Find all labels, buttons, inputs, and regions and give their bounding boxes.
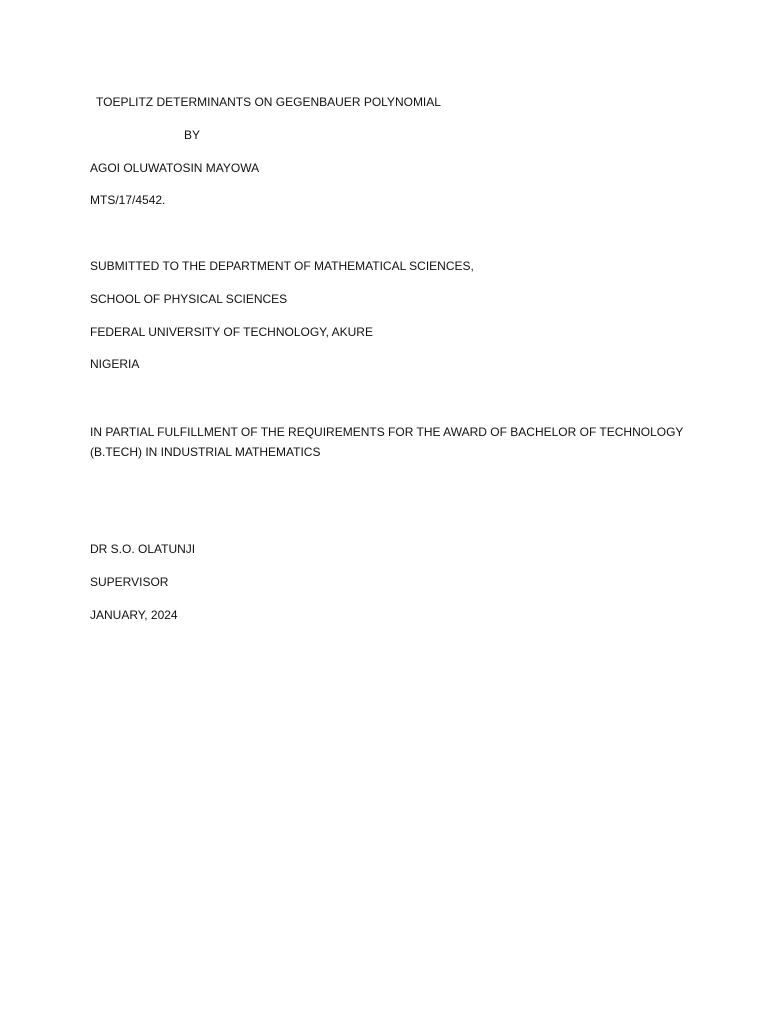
- fulfillment-statement: IN PARTIAL FULFILLMENT OF THE REQUIREMENTS FOR THE AWARD OF BACHELOR OF TECHNOLOGY (B.TECH) IN INDUSTRIAL MATHEMATICS: [90, 425, 684, 459]
- author-name: AGOI OLUWATOSIN MAYOWA: [90, 161, 260, 175]
- matric-number: MTS/17/4542.: [90, 193, 166, 207]
- country-line: NIGERIA: [90, 357, 140, 371]
- school-line: SCHOOL OF PHYSICAL SCIENCES: [90, 292, 288, 306]
- document-date: JANUARY, 2024: [90, 608, 178, 622]
- by-label: BY: [184, 128, 201, 142]
- document-title: TOEPLITZ DETERMINANTS ON GEGENBAUER POLYNOMIAL: [96, 95, 441, 109]
- supervisor-role: SUPERVISOR: [90, 575, 169, 589]
- supervisor-name: DR S.O. OLATUNJI: [90, 542, 196, 556]
- department-line: SUBMITTED TO THE DEPARTMENT OF MATHEMATICAL SCIENCES,: [90, 259, 474, 273]
- university-line: FEDERAL UNIVERSITY OF TECHNOLOGY, AKURE: [90, 325, 373, 339]
